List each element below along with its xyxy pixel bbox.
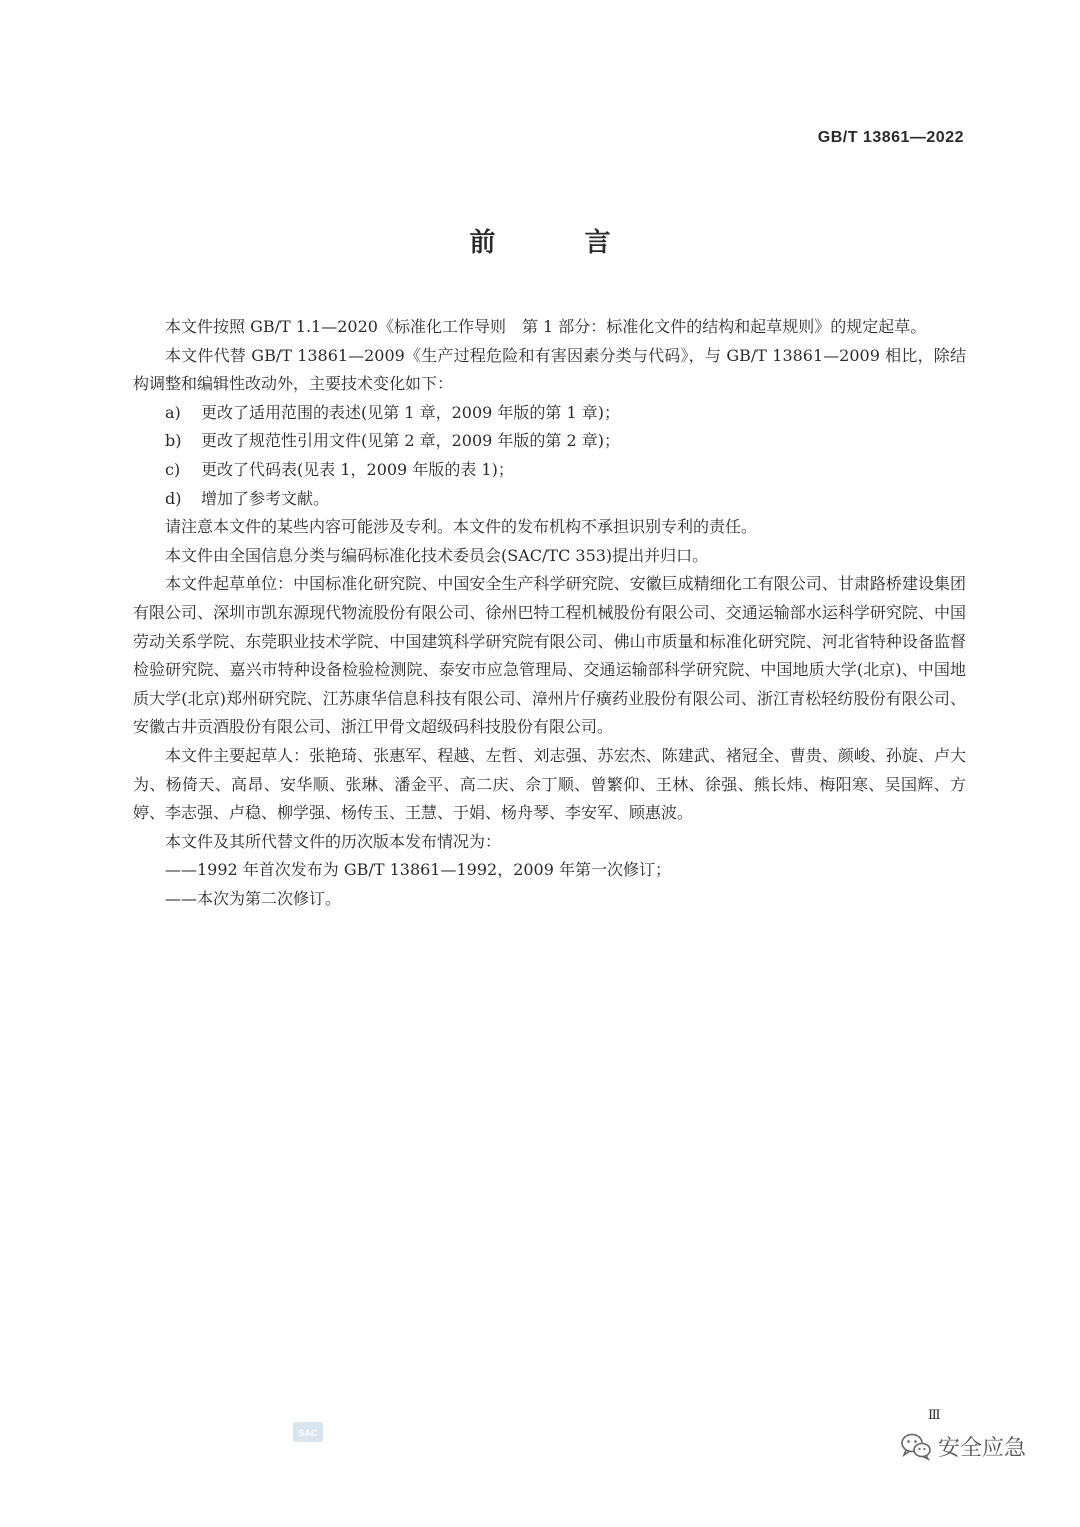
history-item: ——1992 年首次发布为 GB/T 13861—1992，2009 年第一次修订； — [165, 860, 672, 880]
list-item-text: 更改了适用范围的表述(见第 1 章，2009 年版的第 1 章)； — [201, 402, 620, 422]
list-item — [133, 399, 966, 428]
page-number: Ⅲ — [928, 1408, 942, 1423]
history-item: ——本次为第二次修订。 — [165, 888, 342, 908]
document-body — [133, 313, 966, 913]
paragraph-drafting-rules: 本文件按照 GB/T 1.1—2020《标准化工作导则 第 1 部分：标准化文件的结构和起草规则》的规定起草。 — [165, 317, 927, 336]
sac-logo-icon — [293, 1422, 323, 1442]
paragraph-drafters: 本文件主要起草人：张艳琦、张惠军、程越、左哲、刘志强、苏宏杰、陈建武、褚冠全、曹贵、颜峻、孙旋、卢大为、杨倚天、高昂、安华顺、张琳、潘金平、高二庆、佘丁顺、曾繁仰、王林、徐强、熊长炜、梅阳寒、吴国辉、方婷、李志强、卢稳、柳学强、杨传玉、王慧、于娟、杨舟琴、李安军、顾惠波。 — [133, 745, 966, 823]
list-item-text: 更改了代码表(见表 1，2009 年版的表 1)； — [201, 459, 514, 479]
list-item — [133, 485, 966, 514]
list-item-marker: a) — [165, 402, 181, 422]
page-title: 前 言 — [469, 228, 651, 258]
paragraph-replacement: 本文件代替 GB/T 13861—2009《生产过程危险和有害因素分类与代码》，与 GB/T 13861—2009 相比，除结构调整和编辑性改动外，主要技术变化如下： — [133, 345, 966, 394]
paragraph-history-intro: 本文件及其所代替文件的历次版本发布情况为： — [165, 831, 502, 851]
list-item-marker: b) — [165, 431, 182, 451]
list-item — [133, 427, 966, 456]
paragraph-patent-notice: 请注意本文件的某些内容可能涉及专利。本文件的发布机构不承担识别专利的责任。 — [165, 517, 758, 537]
wechat-icon — [900, 1431, 932, 1461]
paragraph-drafting-units: 本文件起草单位：中国标准化研究院、中国安全生产科学研究院、安徽巨成精细化工有限公司、甘肃路桥建设集团有限公司、深圳市凯东源现代物流股份有限公司、徐州巴特工程机械股份有限公司、交通运输部水运科学研究院、中国劳动关系学院、东莞职业技术学院、中国建筑科学研究院有限公司、佛山市质量和标准化研究院、河北省特种设备监督检验研究院、嘉兴市特种设备检验检测院、泰安市应急管理局、交通运输部科学研究院、中国地质大学(北京)、中国地质大学(北京)郑州研究院、江苏康华信息科技有限公司、漳州片仔癀药业股份有限公司、浙江青松轻纺股份有限公司、安徽古井贡酒股份有限公司、浙江甲骨文超级码科技股份有限公司。 — [133, 574, 966, 737]
list-item — [133, 456, 966, 485]
sac-logo-text: SAC — [298, 1428, 318, 1438]
list-item-text: 更改了规范性引用文件(见第 2 章，2009 年版的第 2 章)； — [201, 431, 620, 451]
list-item-marker: c) — [165, 459, 181, 479]
watermark — [900, 1428, 1026, 1464]
list-item-text: 增加了参考文献。 — [201, 488, 330, 508]
watermark-text: 安全应急 — [938, 1435, 1027, 1461]
paragraph-committee: 本文件由全国信息分类与编码标准化技术委员会(SAC/TC 353)提出并归口。 — [165, 545, 709, 565]
standard-number: GB/T 13861—2022 — [817, 129, 964, 146]
list-item-marker: d) — [165, 488, 182, 508]
